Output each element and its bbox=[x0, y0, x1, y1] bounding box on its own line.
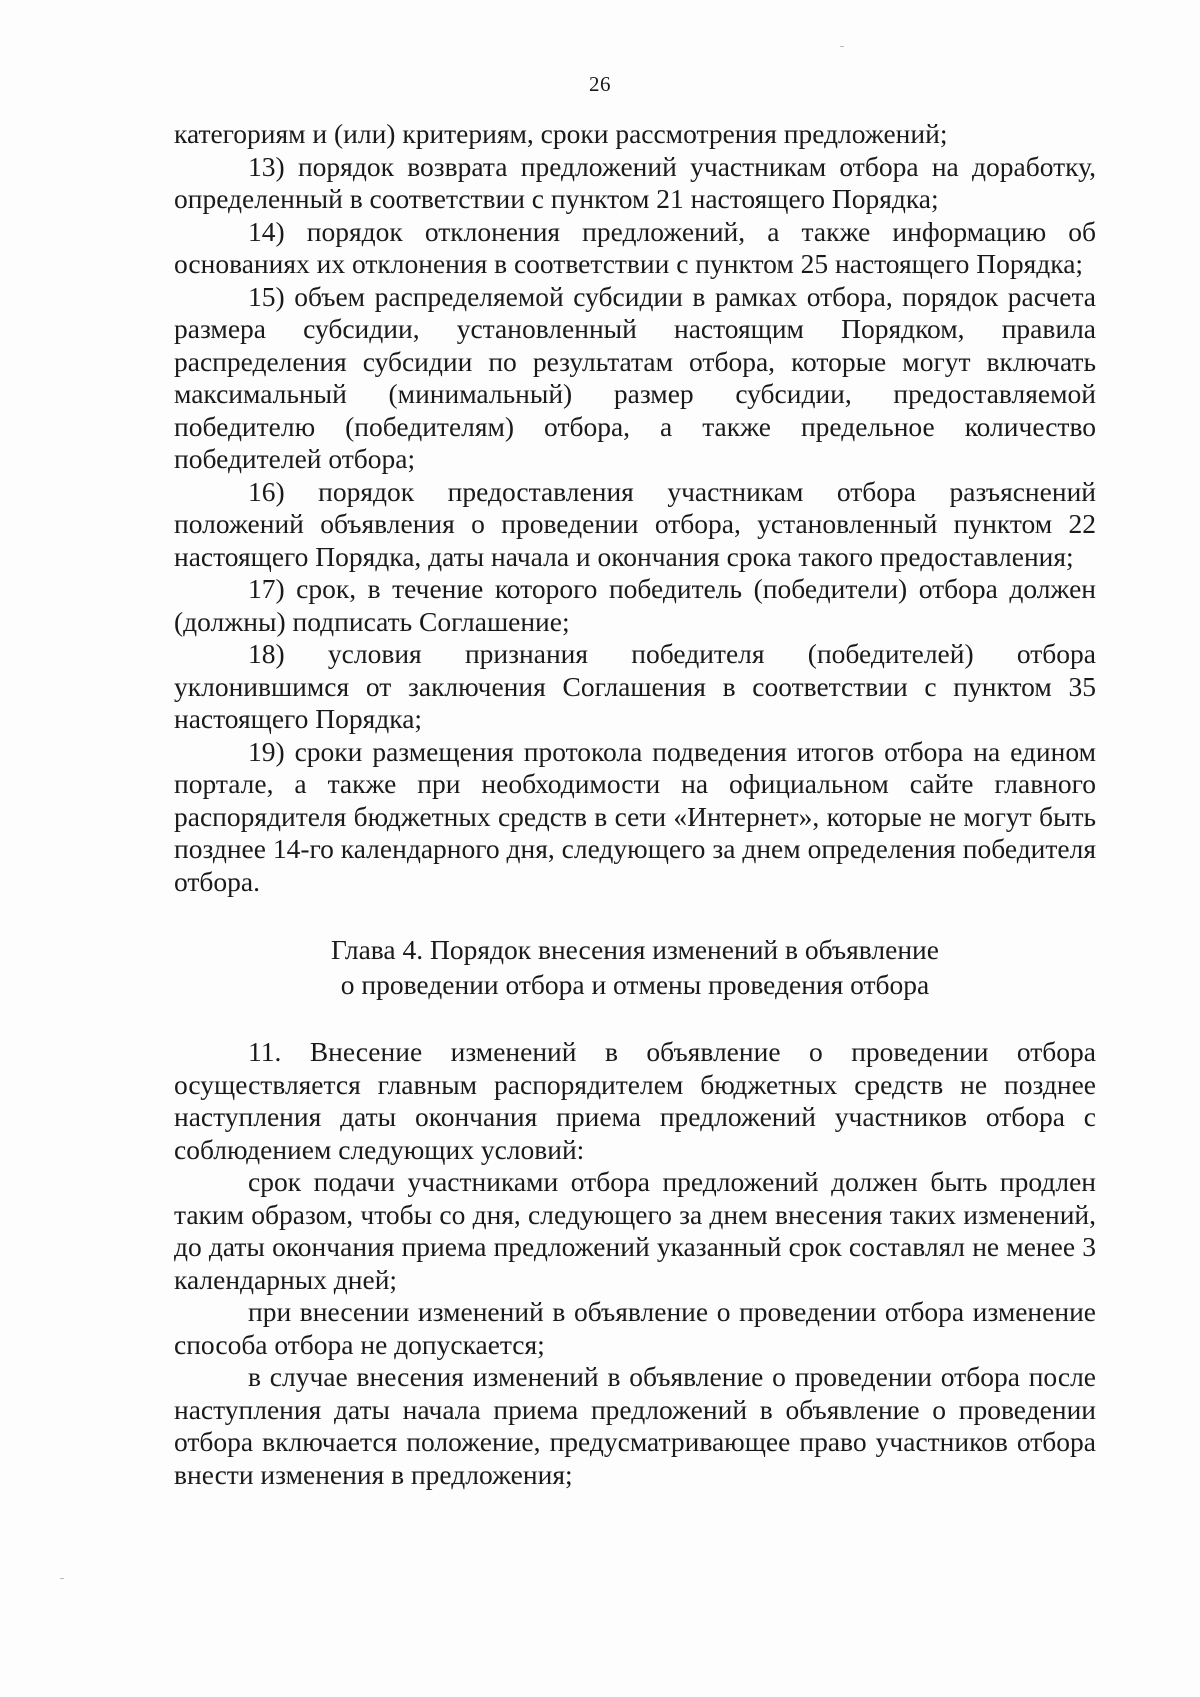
list-item-16: 16) порядок предоставления участникам отбора разъяснений положений объявления о проведении отбора, установленный пунктом 22 настоящего Порядка, даты начала и окончания срока такого предоставления; bbox=[174, 475, 1096, 572]
list-item-17: 17) срок, в течение которого победитель (победители) отбора должен (должны) подписать Соглашение; bbox=[174, 573, 1096, 637]
paragraph-continuation: категориям и (или) критериям, сроки рассмотрения предложений; bbox=[174, 118, 948, 149]
list-item-14: 14) порядок отклонения предложений, а также информацию об основаниях их отклонения в соответствии с пунктом 25 настоящего Порядка; bbox=[174, 215, 1096, 279]
list-item-19: 19) сроки размещения протокола подведения итогов отбора на едином портале, а также при необходимости на официальном сайте главного распорядителя бюджетных средств в сети «Интернет», которые не могут быть позднее 14-го календарного дня, следующего за днем определения победителя отбора. bbox=[174, 735, 1096, 897]
scan-speck bbox=[60, 1578, 64, 1579]
page-number: 26 bbox=[589, 72, 611, 96]
chapter-heading-line-2: о проведении отбора и отмены проведения отбора bbox=[340, 969, 930, 1000]
clause-11: 11. Внесение изменений в объявление о проведении отбора осуществляется главным распорядителем бюджетных средств не позднее наступления даты окончания приема предложений участников отбора с соблюдением следующих условий: bbox=[174, 1036, 1096, 1165]
document-body bbox=[174, 118, 1096, 1491]
list-item-18: 18) условия признания победителя (победителей) отбора уклонившимся от заключения Соглашения в соответствии с пунктом 35 настоящего Порядка; bbox=[174, 638, 1096, 734]
condition-deadline-extension: срок подачи участниками отбора предложений должен быть продлен таким образом, чтобы со дня, следующего за днем внесения таких изменений, до даты окончания приема предложений указанный срок составлял не менее 3 календарных дней; bbox=[174, 1166, 1096, 1295]
chapter-heading bbox=[174, 932, 1096, 1002]
condition-participant-changes: в случае внесения изменений в объявление о проведении отбора после наступления даты начала приема предложений в объявление о проведении отбора включается положение, предусматривающее право участников отбора внести изменения в предложения; bbox=[174, 1361, 1096, 1490]
scan-speck bbox=[840, 46, 844, 47]
list-item-15: 15) объем распределяемой субсидии в рамках отбора, порядок расчета размера субсидии, установленный настоящим Порядком, правила распределения субсидии по результатам отбора, которые могут включать максимальный (минимальный) размер субсидии, предоставляемой победителю (победителям) отбора, а также предельное количество победителей отбора; bbox=[174, 280, 1096, 474]
list-item-13: 13) порядок возврата предложений участникам отбора на доработку, определенный в соответствии с пунктом 21 настоящего Порядка; bbox=[174, 150, 1096, 214]
condition-method-unchanged: при внесении изменений в объявление о проведении отбора изменение способа отбора не допускается; bbox=[174, 1296, 1096, 1360]
chapter-heading-line-1: Глава 4. Порядок внесения изменений в объявление bbox=[331, 934, 939, 965]
